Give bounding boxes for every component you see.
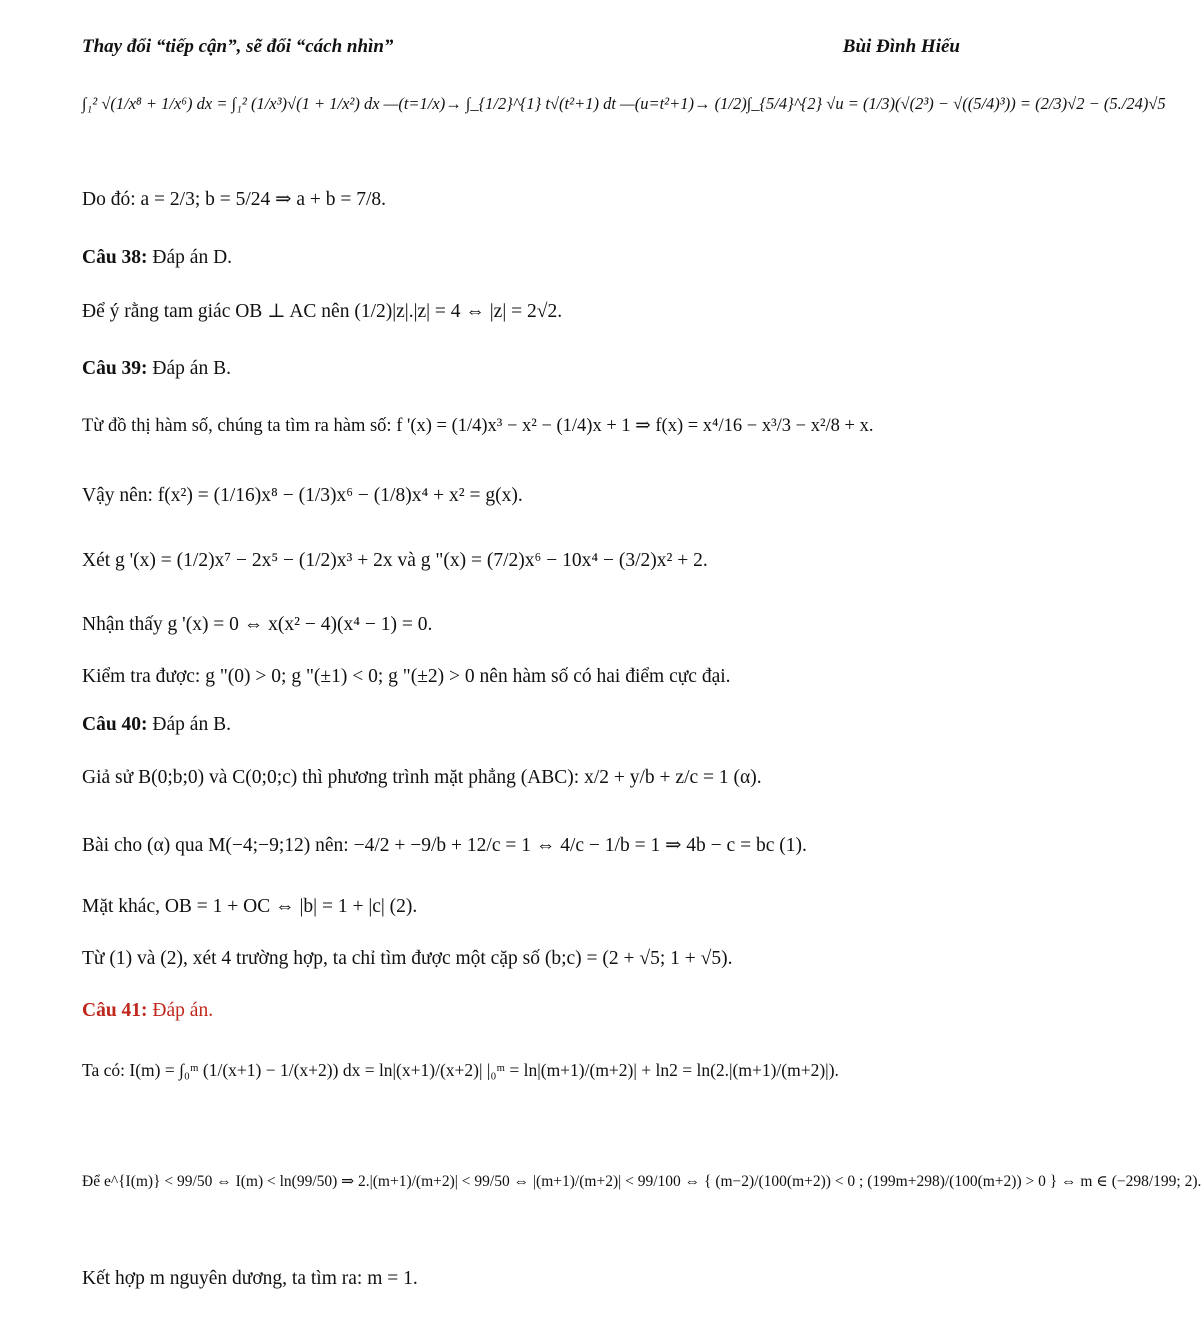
question-41-heading [82,999,964,1022]
header-author: Bùi Đình Hiếu [842,36,960,57]
solution-41-line-1: Ta có: I(m) = ∫₀ᵐ (1/(x+1) − 1/(x+2)) dx = ln|(x+1)/(x+2)| |₀ᵐ = ln|(m+1)/(m+2)| + ln2 = ln(2.|(m+1)/(m+2)|). [82,1060,839,1080]
conclusion-line: Do đó: a = 2/3; b = 5/24 ⇒ a + b = 7/8. [82,189,387,210]
answer-text: Đáp án B. [147,358,231,379]
integral-computation-line: ∫₁² √(1/x⁸ + 1/x⁶) dx = ∫₁² (1/x³)√(1 + 1/x²) dx —(t=1/x)→ ∫_{1/2}^{1} t√(t²+1) dt —(u=t²+1)→ (1/2)∫_{5/4}^{2} √u = (1/3)(√(2³) − √((5/4)³)) = (2/3)√2 − (5./24)√5 [82,94,1166,113]
question-38-heading [82,246,964,269]
answer-text: Đáp án. [147,1000,214,1021]
solution-41-line-2: Để e^{I(m)} < 99/50 ⇔ I(m) < ln(99/50) ⇒ 2.|(m+1)/(m+2)| < 99/50 ⇔ |(m+1)/(m+2)| < 99/100 ⇔ { (m−2)/(100(m+2)) < 0 ; (199m+298)/(100(m+2)) > 0 } ⇔ m ∈ (−298/199; 2). [82,1173,1201,1190]
solution-41-line-3: Kết hợp m nguyên dương, ta tìm ra: m = 1. [82,1268,418,1289]
solution-40-line-1: Giả sử B(0;b;0) và C(0;0;c) thì phương trình mặt phẳng (ABC): x/2 + y/b + z/c = 1 (α). [82,767,762,788]
question-label: Câu 40: [82,714,148,735]
question-40-heading [82,713,964,736]
solution-39-line-2: Vậy nên: f(x²) = (1/16)x⁸ − (1/3)x⁶ − (1/8)x⁴ + x² = g(x). [82,485,523,506]
solution-38-line: Để ý rằng tam giác OB ⊥ AC nên (1/2)|z|.|z| = 4 ⇔ |z| = 2√2. [82,301,563,322]
solution-39-line-5: Kiểm tra được: g "(0) > 0; g "(±1) < 0; g "(±2) > 0 nên hàm số có hai điểm cực đại. [82,666,731,687]
question-label: Câu 39: [82,358,148,379]
answer-text: Đáp án D. [147,247,233,268]
header-left-title: Thay đổi “tiếp cận”, sẽ đổi “cách nhìn” [82,36,394,57]
solution-39-line-4: Nhận thấy g '(x) = 0 ⇔ x(x² − 4)(x⁴ − 1) = 0. [82,614,433,635]
solution-40-line-4: Từ (1) và (2), xét 4 trường hợp, ta chỉ tìm được một cặp số (b;c) = (2 + √5; 1 + √5). [82,948,733,969]
answer-text: Đáp án B. [147,714,231,735]
question-39-heading [82,357,964,380]
solution-40-line-3: Mặt khác, OB = 1 + OC ⇔ |b| = 1 + |c| (2). [82,896,418,917]
solution-40-line-2: Bài cho (α) qua M(−4;−9;12) nên: −4/2 + −9/b + 12/c = 1 ⇔ 4/c − 1/b = 1 ⇒ 4b − c = bc (1). [82,835,807,856]
question-label: Câu 41: [82,1000,148,1021]
solution-39-line-3: Xét g '(x) = (1/2)x⁷ − 2x⁵ − (1/2)x³ + 2x và g "(x) = (7/2)x⁶ − 10x⁴ − (3/2)x² + 2. [82,550,708,571]
question-label: Câu 38: [82,247,148,268]
solution-39-line-1: Từ đồ thị hàm số, chúng ta tìm ra hàm số: f '(x) = (1/4)x³ − x² − (1/4)x + 1 ⇒ f(x) = x⁴/16 − x³/3 − x²/8 + x. [82,416,874,436]
